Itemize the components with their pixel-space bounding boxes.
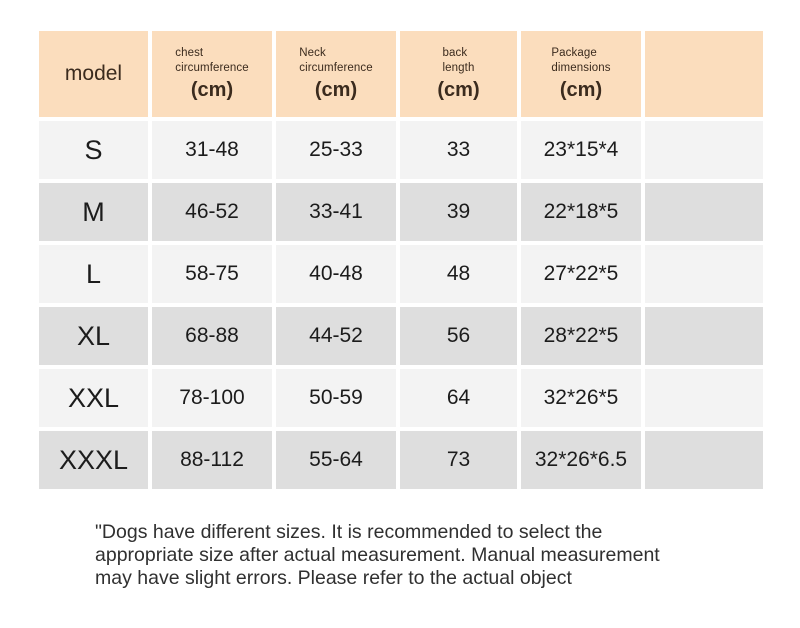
header-unit: (cm) [314, 78, 358, 101]
header-cell-neck-circumference [276, 31, 396, 117]
back-length-cell: 39 [400, 183, 517, 241]
header-line: Neck [299, 47, 326, 60]
header-cell-model: model [39, 31, 148, 117]
header-unit: (cm) [559, 78, 603, 101]
package-cell: 32*26*5 [521, 369, 641, 427]
header-label-back [443, 46, 475, 76]
empty-cell [645, 183, 763, 241]
back-length-cell: 73 [400, 431, 517, 489]
header-cell-back-length [400, 31, 517, 117]
header-line: circumference [175, 62, 249, 74]
package-cell: 23*15*4 [521, 121, 641, 179]
empty-cell [645, 121, 763, 179]
header-label-neck [299, 46, 373, 76]
package-cell: 27*22*5 [521, 245, 641, 303]
model-cell: L [39, 245, 148, 303]
chest-cell: 31-48 [152, 121, 272, 179]
package-cell: 32*26*6.5 [521, 431, 641, 489]
empty-cell [645, 431, 763, 489]
header-line: length [442, 62, 475, 74]
neck-cell: 55-64 [276, 431, 396, 489]
chest-cell: 46-52 [152, 183, 272, 241]
back-length-cell: 56 [400, 307, 517, 365]
model-cell: XXL [39, 369, 148, 427]
header-label-package [551, 46, 610, 76]
header-line: dimensions [551, 62, 611, 74]
header-line: back [442, 47, 468, 60]
chest-cell: 78-100 [152, 369, 272, 427]
chest-cell: 58-75 [152, 245, 272, 303]
empty-cell [645, 245, 763, 303]
chest-cell: 68-88 [152, 307, 272, 365]
package-cell: 28*22*5 [521, 307, 641, 365]
header-line: Package [551, 47, 597, 60]
neck-cell: 50-59 [276, 369, 396, 427]
neck-cell: 25-33 [276, 121, 396, 179]
header-unit: (cm) [437, 78, 480, 101]
neck-cell: 33-41 [276, 183, 396, 241]
chest-cell: 88-112 [152, 431, 272, 489]
back-length-cell: 33 [400, 121, 517, 179]
neck-cell: 40-48 [276, 245, 396, 303]
note-line: may have slight errors. Please refer to the actual object [95, 567, 572, 589]
empty-cell [645, 307, 763, 365]
neck-cell: 44-52 [276, 307, 396, 365]
model-cell: XXXL [39, 431, 148, 489]
header-cell-chest-circumference [152, 31, 272, 117]
back-length-cell: 64 [400, 369, 517, 427]
empty-cell [645, 369, 763, 427]
note-line: appropriate size after actual measurement. Manual measurement [95, 544, 660, 566]
header-cell-package-dimensions [521, 31, 641, 117]
model-cell: XL [39, 307, 148, 365]
model-cell: S [39, 121, 148, 179]
header-line: circumference [299, 62, 373, 74]
package-cell: 22*18*5 [521, 183, 641, 241]
size-table [39, 31, 763, 489]
back-length-cell: 48 [400, 245, 517, 303]
note-line: "Dogs have different sizes. It is recommended to select the [95, 521, 603, 543]
header-unit: (cm) [190, 78, 234, 101]
header-label-chest [175, 46, 249, 76]
measurement-note [95, 521, 660, 590]
header-line: chest [175, 47, 204, 60]
model-cell: M [39, 183, 148, 241]
header-cell-empty [645, 31, 763, 117]
